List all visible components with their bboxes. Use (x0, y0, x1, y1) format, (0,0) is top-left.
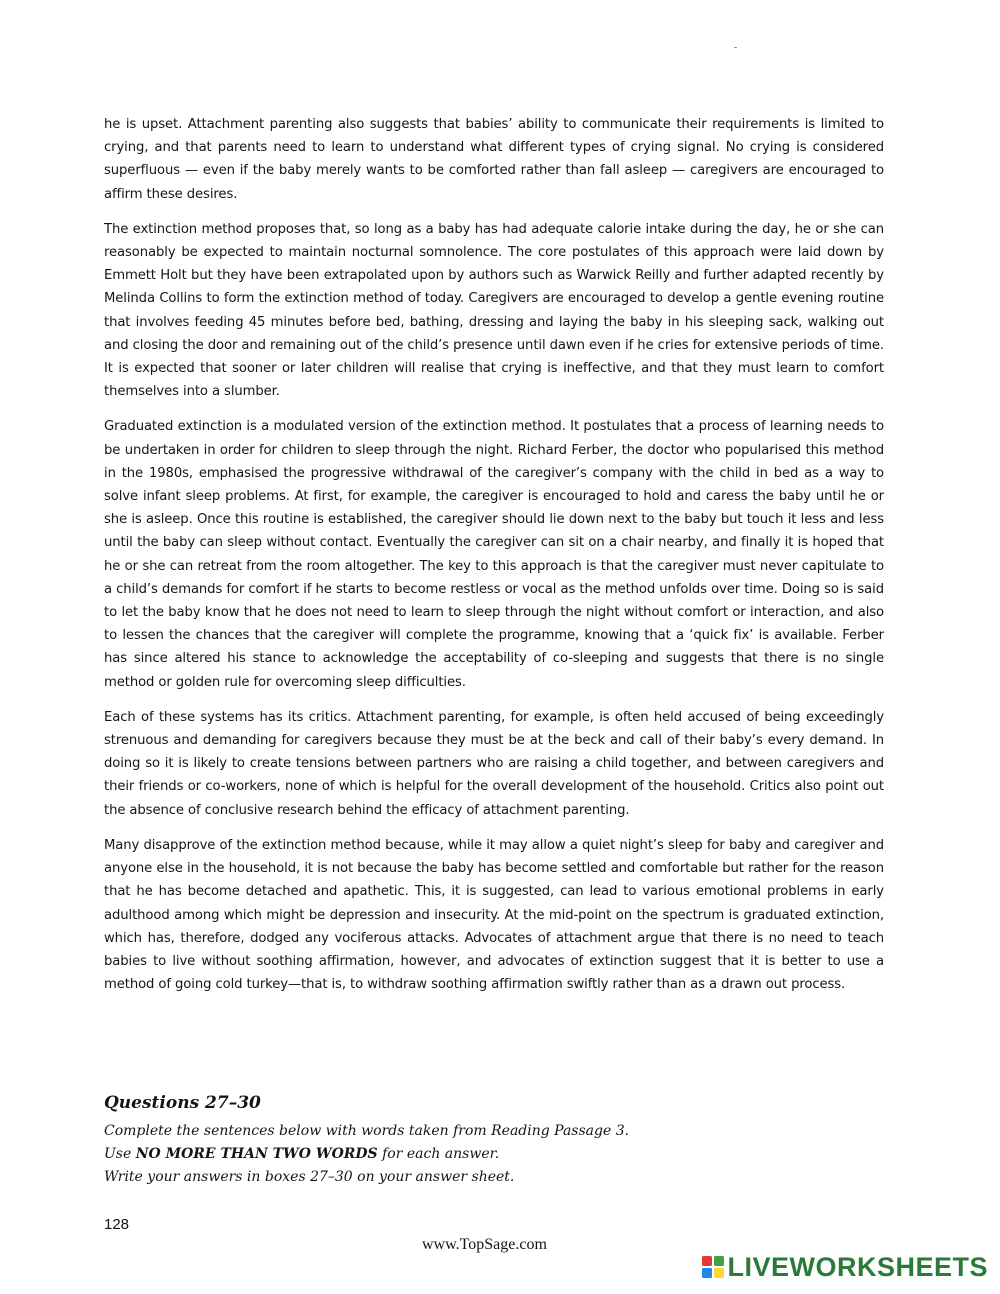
liveworksheets-brand[interactable] (702, 1252, 988, 1282)
reading-passage (104, 113, 884, 1008)
instruction-word-limit-bold: NO MORE THAN TWO WORDS (135, 1146, 378, 1162)
questions-title: Questions 27–30 (104, 1093, 261, 1113)
instruction-word-limit-post: for each answer. (377, 1146, 500, 1162)
passage-paragraph-2: The extinction method proposes that, so long as a baby has had adequate calorie intake during the day, he or she can reasonably be expected to maintain nocturnal somnolence. The core postulates of this approach were laid down by Emmett Holt but they have been extrapolated upon by authors such as Warwick Reilly and further adapted recently by Melinda Collins to form the extinction method of today. Caregivers are encouraged to develop a gentle evening routine that involves feeding 45 minutes before bed, bathing, dressing and laying the baby in his sleeping sack, walking out and closing the door and remaining out of the child’s presence until dawn even if he cries for extensive periods of time. It is expected that sooner or later children will realise that crying is ineffective, and that they must learn to comfort themselves into a slumber. (104, 221, 884, 400)
passage-paragraph-1: he is upset. Attachment parenting also suggests that babies’ ability to communicate their requirements is limited to crying, and that parents need to learn to understand what different types of crying signal. No crying is considered superfluous — even if the baby merely wants to be comforted rather than fall asleep — caregivers are encouraged to affirm these desires. (104, 117, 884, 202)
passage-paragraph-3: Graduated extinction is a modulated version of the extinction method. It postulates that a process of learning needs to be undertaken in order for children to sleep through the night. Richard Ferber, the doctor who popularised this method in the 1980s, emphasised the progressive withdrawal of the caregiver’s company with the child in bed as a way to solve infant sleep problems. At first, for example, the caregiver is encouraged to hold and caress the baby until he or she is asleep. Once this routine is established, the caregiver should lie down next to the baby but touch it less and less until the baby can sleep without contact. Eventually the caregiver can sit on a chair nearby, and finally it is hoped that he or she can retreat from the room altogether. The key to this approach is that the caregiver must never capitulate to a child’s demands for comfort if he starts to become restless or vocal as the method unfolds over time. Doing so is said to let the baby know that he does not need to learn to sleep through the night without comfort or interaction, and also to lessen the chances that the caregiver will complete the programme, knowing that a ‘quick fix’ is available. Ferber has since altered his stance to acknowledge the acceptability of co-sleeping and suggests that there is no single method or golden rule for overcoming sleep difficulties. (104, 419, 884, 690)
site-url: www.TopSage.com (422, 1236, 547, 1253)
instruction-complete: Complete the sentences below with words taken from Reading Passage 3. (104, 1123, 630, 1139)
liveworksheets-logo-icon (702, 1256, 724, 1278)
passage-paragraph-4: Each of these systems has its critics. Attachment parenting, for example, is often held accused of being exceedingly strenuous and demanding for caregivers because they must be at the beck and call of their baby’s every demand. In doing so it is likely to create tensions between partners who are raising a child together, and between caregivers and their friends or co-workers, none of which is helpful for the overall development of the household. Critics also point out the absence of conclusive research behind the efficacy of attachment parenting. (104, 709, 884, 818)
instruction-word-limit-pre: Use (104, 1146, 136, 1162)
instruction-answer-boxes: Write your answers in boxes 27–30 on your answer sheet. (104, 1169, 515, 1185)
page-number: 128 (104, 1216, 130, 1233)
questions-block (104, 1092, 804, 1189)
instruction-word-limit (104, 1143, 804, 1166)
liveworksheets-wordmark: LIVEWORKSHEETS (727, 1252, 988, 1282)
passage-paragraph-5: Many disapprove of the extinction method because, while it may allow a quiet night’s sleep for baby and caregiver and anyone else in the household, it is not because the baby has become settled and comfortable but rather for the reason that he has become detached and apathetic. This, it is suggested, can lead to various emotional problems in early adulthood among which might be depression and insecurity. At the mid-point on the spectrum is graduated extinction, which has, therefore, dodged any vociferous attacks. Advocates of attachment argue that there is no need to teach babies to live without soothing affirmation, however, and advocates of extinction suggest that it is better to use a method of going cold turkey—that is, to withdraw soothing affirmation swiftly rather than as a drawn out process. (104, 837, 884, 993)
scan-speck (734, 47, 737, 48)
